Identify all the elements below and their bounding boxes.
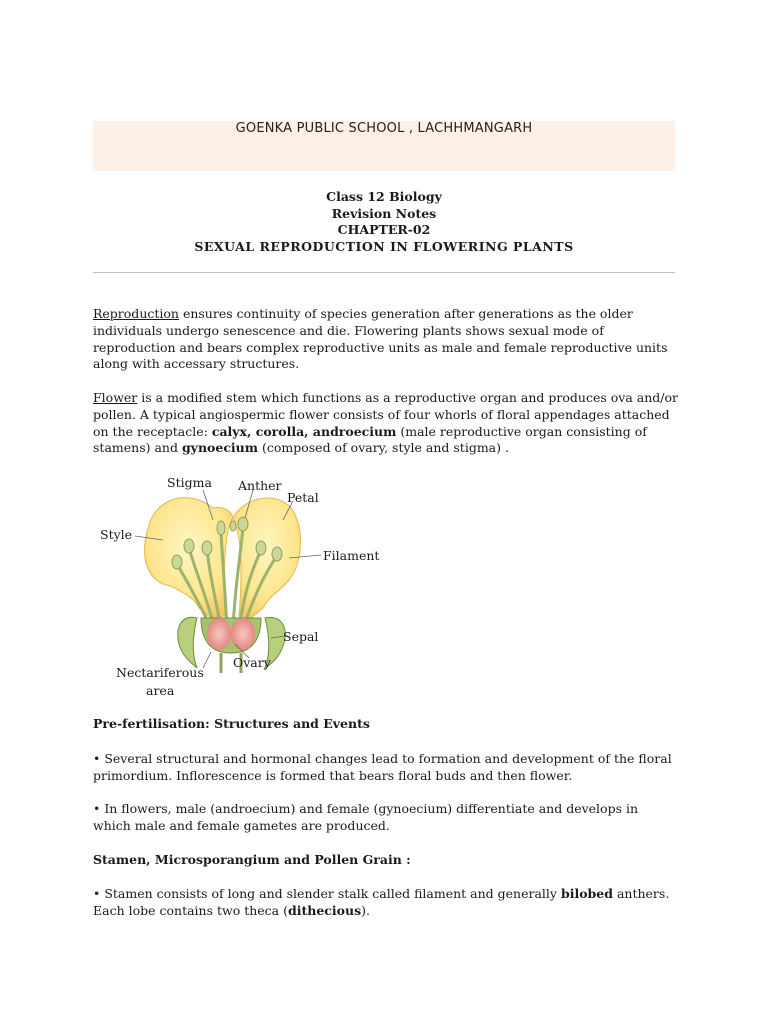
- title-notes: Revision Notes: [331, 205, 437, 221]
- label-style: Style: [100, 527, 133, 542]
- label-petal: Petal: [287, 490, 319, 505]
- paragraph-text: (composed of ovary, style and stigma) .: [258, 440, 509, 456]
- header-band: [93, 121, 675, 171]
- bold-term: calyx, corolla, androecium: [211, 423, 397, 439]
- title-class: Class 12 Biology: [326, 189, 442, 204]
- sepal-shape: [178, 617, 197, 668]
- flower-diagram: [93, 468, 393, 700]
- ovary-shape: [207, 618, 231, 650]
- bullet-stamen: [93, 886, 678, 920]
- label-nectariferous: Nectariferous: [116, 665, 204, 680]
- paragraph-text: is a modified stem which functions as a reproductive organ and produces ova and/or pollen. A typical angiospermic flower consists of four whorls of floral appendages attached on the receptacle:: [93, 390, 678, 439]
- label-sepal: Sepal: [283, 629, 319, 644]
- paragraph-text: • Stamen consists of long and slender stalk called filament and generally: [93, 886, 561, 901]
- ovary-shape: [231, 618, 255, 650]
- bold-term: bilobed: [560, 886, 613, 901]
- section-heading-stamen: Stamen, Microsporangium and Pollen Grain :: [93, 852, 411, 867]
- bullet-floral-primordium: • Several structural and hormonal changes lead to formation and development of the floral primordium. Inflorescence is formed that bears floral buds and then flower.: [93, 751, 672, 783]
- paragraph-text: (male reproductive organ consisting of stamens) and: [93, 423, 647, 456]
- paragraph-text: anthers. Each lobe contains two theca (: [93, 886, 670, 918]
- petal-shape: [145, 498, 233, 618]
- term-flower: Flower: [93, 390, 138, 405]
- title-block: [93, 189, 675, 255]
- paragraph-text: ensures continuity of species generation after generations as the older individuals undergo senescence and die. Flowering plants shows sexual mode of reproduction and bears complex reproductive units as male and female reproductive units along with accessary structures.: [93, 306, 668, 372]
- label-filament: Filament: [323, 548, 380, 563]
- bullet-androecium-gynoecium: • In flowers, male (androecium) and female (gynoecium) differentiate and develops in which male and female gametes are produced.: [93, 801, 639, 833]
- label-anther: Anther: [238, 478, 282, 493]
- paragraph-text: ).: [361, 902, 370, 918]
- paragraph-reproduction: [93, 306, 678, 373]
- term-reproduction: Reproduction: [93, 306, 179, 321]
- divider: [93, 272, 675, 273]
- bold-term: gynoecium: [181, 440, 258, 456]
- label-area: area: [146, 683, 175, 698]
- school-name: GOENKA PUBLIC SCHOOL , LACHHMANGARH: [235, 121, 533, 136]
- title-chapter: CHAPTER-02: [337, 222, 431, 237]
- section-heading-prefertilisation: Pre-fertilisation: Structures and Events: [93, 716, 370, 731]
- paragraph-flower: [93, 390, 678, 457]
- label-ovary: Ovary: [233, 655, 271, 670]
- chapter-title: SEXUAL REPRODUCTION IN FLOWERING PLANTS: [194, 238, 574, 254]
- label-stigma: Stigma: [167, 475, 212, 490]
- bold-term: dithecious: [287, 902, 362, 918]
